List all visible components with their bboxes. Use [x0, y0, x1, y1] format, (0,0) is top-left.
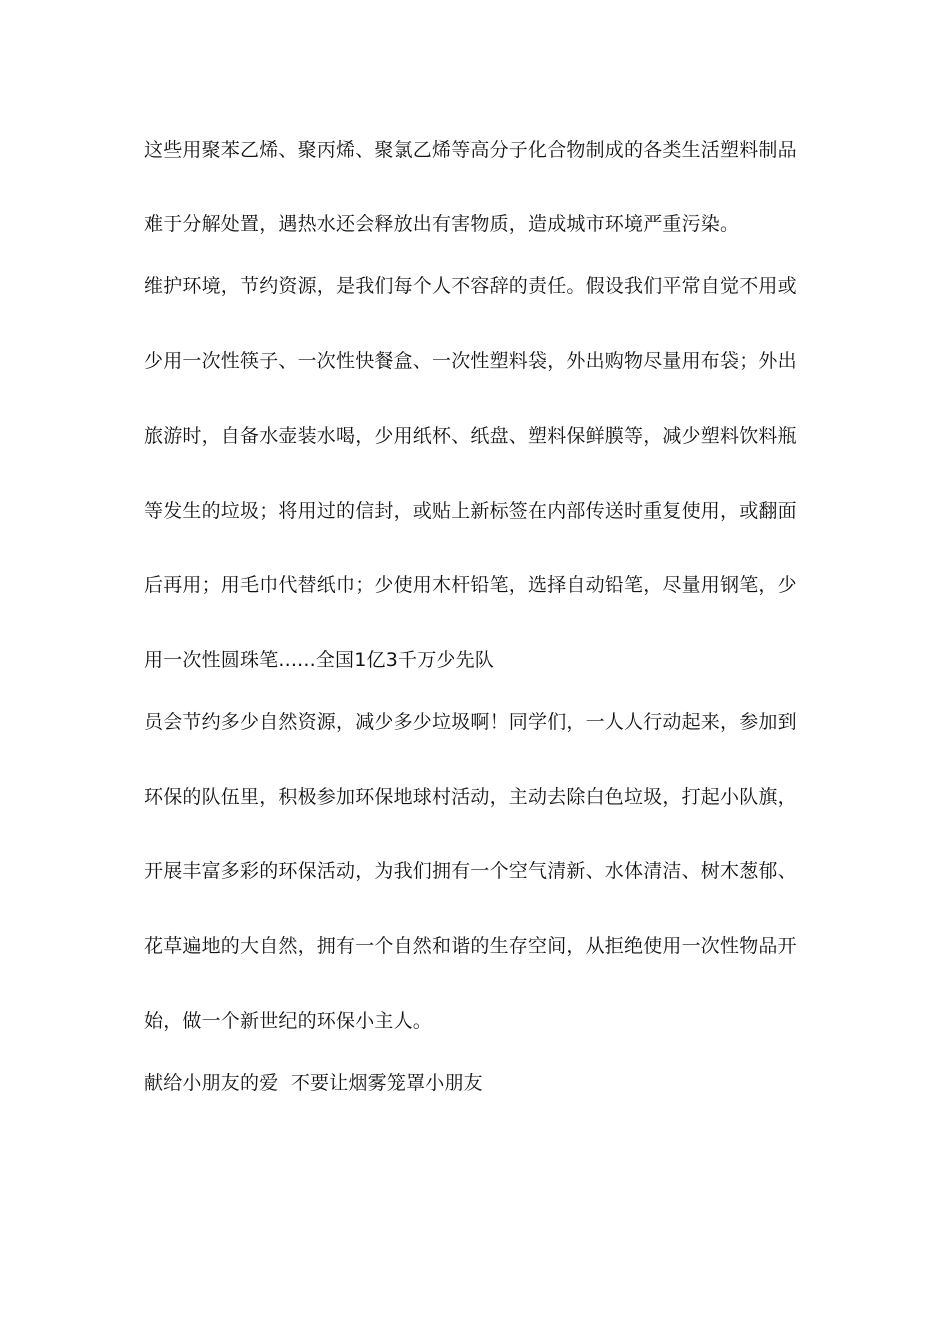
- text-line-11: 开展丰富多彩的环保活动，为我们拥有一个空气清新、水体清洁、树木葱郁、: [144, 860, 797, 882]
- text-line-7: 后再用；用毛巾代替纸巾；少使用木杆铅笔，选择自动铅笔，尽量用钢笔，少: [144, 574, 797, 596]
- text-line-10: 环保的队伍里，积极参加环保地球村活动，主动去除白色垃圾，打起小队旗，: [144, 786, 797, 808]
- text-line-4: 少用一次性筷子、一次性快餐盒、一次性塑料袋，外出购物尽量用布袋；外出: [144, 350, 797, 372]
- text-line-12: 花草遍地的大自然，拥有一个自然和谐的生存空间，从拒绝使用一次性物品开: [144, 935, 797, 957]
- text-line-3: 维护环境，节约资源，是我们每个人不容辞的责任。假设我们平常自觉不用或: [144, 275, 797, 297]
- text-line-1: 这些用聚苯乙烯、聚丙烯、聚氯乙烯等高分子化合物制成的各类生活塑料制品: [144, 139, 797, 161]
- text-line-13: 始，做一个新世纪的环保小主人。: [144, 1010, 433, 1032]
- text-line-8: 用一次性圆珠笔......全国1亿3千万少先队: [144, 649, 495, 671]
- text-line-14: 献给小朋友的爱 不要让烟雾笼罩小朋友: [144, 1072, 483, 1094]
- text-line-5: 旅游时，自备水壶装水喝，少用纸杯、纸盘、塑料保鲜膜等，减少塑料饮料瓶: [144, 425, 797, 447]
- text-line-6: 等发生的垃圾；将用过的信封，或贴上新标签在内部传送时重复使用，或翻面: [144, 500, 797, 522]
- text-line-9: 员会节约多少自然资源，减少多少垃圾啊！同学们，一人人行动起来，参加到: [144, 711, 797, 733]
- text-line-2: 难于分解处置，遇热水还会释放出有害物质，造成城市环境严重污染。: [144, 213, 740, 235]
